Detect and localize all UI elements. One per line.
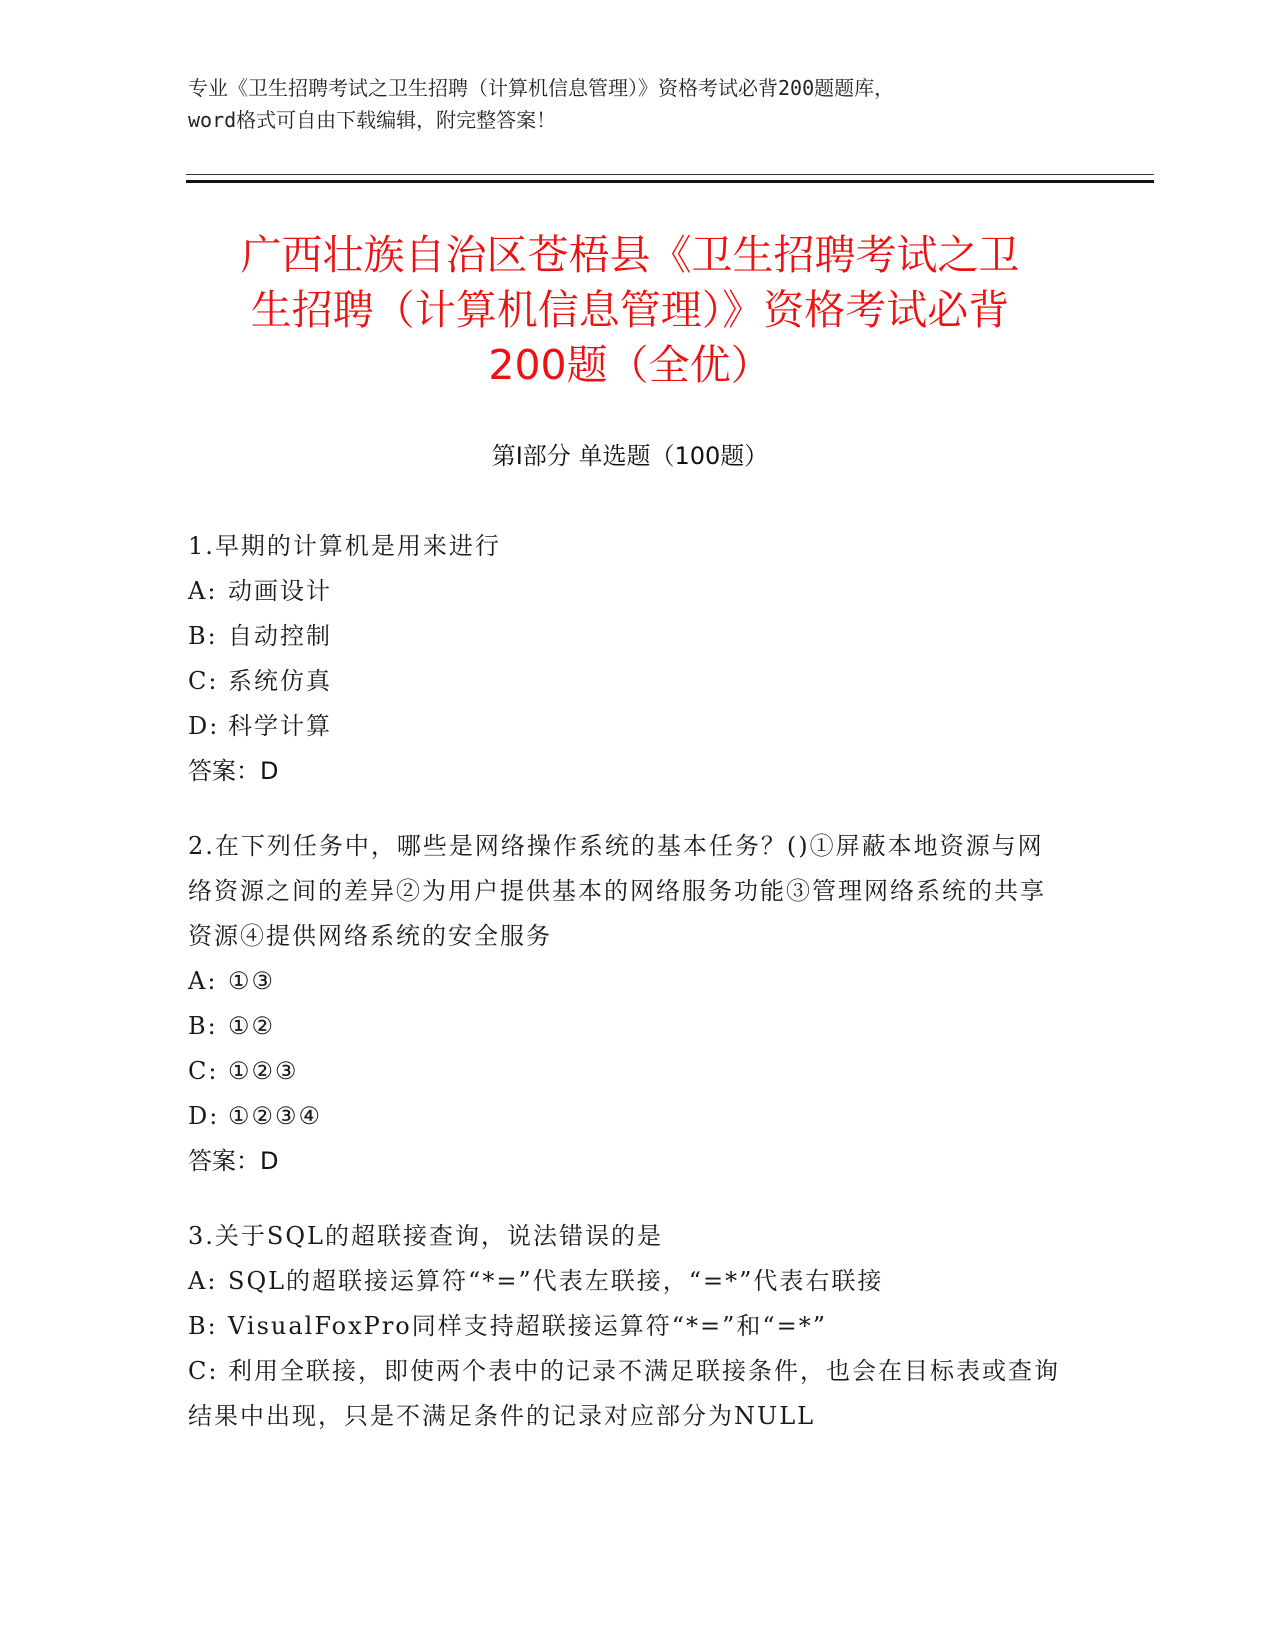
document-title — [180, 228, 1080, 393]
option-key: A: — [188, 577, 218, 605]
header-note-line-1: 专业《卫生招聘考试之卫生招聘（计算机信息管理）》资格考试必背200题题库， — [188, 76, 895, 100]
document-title-line-2: 生招聘（计算机信息管理）》资格考试必背 — [250, 286, 1010, 334]
option-key: A: — [188, 967, 218, 995]
option-key: C: — [188, 1057, 219, 1085]
option-c — [188, 659, 1068, 704]
question-3 — [188, 1214, 1068, 1439]
section-title: 第Ⅰ部分 单选题（100题） — [491, 442, 769, 470]
option-a — [188, 569, 1068, 614]
option-key: D: — [188, 712, 220, 740]
question-2 — [188, 824, 1068, 1184]
option-key: B: — [188, 1312, 218, 1340]
option-key: C: — [188, 1357, 219, 1385]
option-key: D: — [188, 1102, 220, 1130]
question-stem: 1.早期的计算机是用来进行 — [188, 532, 501, 560]
option-a — [188, 959, 1068, 1004]
question-1 — [188, 524, 1068, 794]
option-text: ①② — [228, 1012, 276, 1040]
option-text: 自动控制 — [228, 622, 332, 650]
option-text: 动画设计 — [228, 577, 332, 605]
option-text: SQL的超联接运算符“*=”代表左联接，“=*”代表右联接 — [228, 1267, 884, 1295]
answer: 答案：D — [188, 757, 279, 785]
option-key: B: — [188, 622, 218, 650]
option-text: ①②③ — [228, 1057, 299, 1085]
question-stem: 3.关于SQL的超联接查询，说法错误的是 — [188, 1222, 663, 1250]
option-text: ①③ — [228, 967, 276, 995]
header-rule-thin — [186, 174, 1154, 175]
header-note-line-2: word格式可自由下载编辑，附完整答案！ — [188, 108, 557, 132]
option-a — [188, 1259, 1068, 1304]
document-title-line-1: 广西壮族自治区苍梧县《卫生招聘考试之卫 — [240, 231, 1020, 279]
option-key: C: — [188, 667, 219, 695]
question-stem: 2.在下列任务中，哪些是网络操作系统的基本任务？()①屏蔽本地资源与网络资源之间的差异②为用户提供基本的网络服务功能③管理网络系统的共享资源④提供网络系统的安全服务 — [188, 832, 1046, 950]
option-key: B: — [188, 1012, 218, 1040]
option-text: VisualFoxPro同样支持超联接运算符“*=”和“=*” — [228, 1312, 828, 1340]
option-b — [188, 1004, 1068, 1049]
option-b — [188, 1304, 1068, 1349]
option-text: 利用全联接，即使两个表中的记录不满足联接条件，也会在目标表或查询结果中出现，只是不满足条件的记录对应部分为NULL — [188, 1357, 1060, 1430]
option-text: 系统仿真 — [228, 667, 332, 695]
answer: 答案：D — [188, 1147, 279, 1175]
option-c — [188, 1349, 1068, 1439]
option-text: ①②③④ — [228, 1102, 323, 1130]
document-title-line-3: 200题（全优） — [488, 341, 772, 389]
option-key: A: — [188, 1267, 218, 1295]
header-note — [188, 72, 1088, 136]
option-c — [188, 1049, 1068, 1094]
option-d — [188, 1094, 1068, 1139]
question-list — [188, 524, 1068, 1469]
option-text: 科学计算 — [228, 712, 332, 740]
option-d — [188, 704, 1068, 749]
option-b — [188, 614, 1068, 659]
header-rule-thick — [186, 180, 1154, 183]
